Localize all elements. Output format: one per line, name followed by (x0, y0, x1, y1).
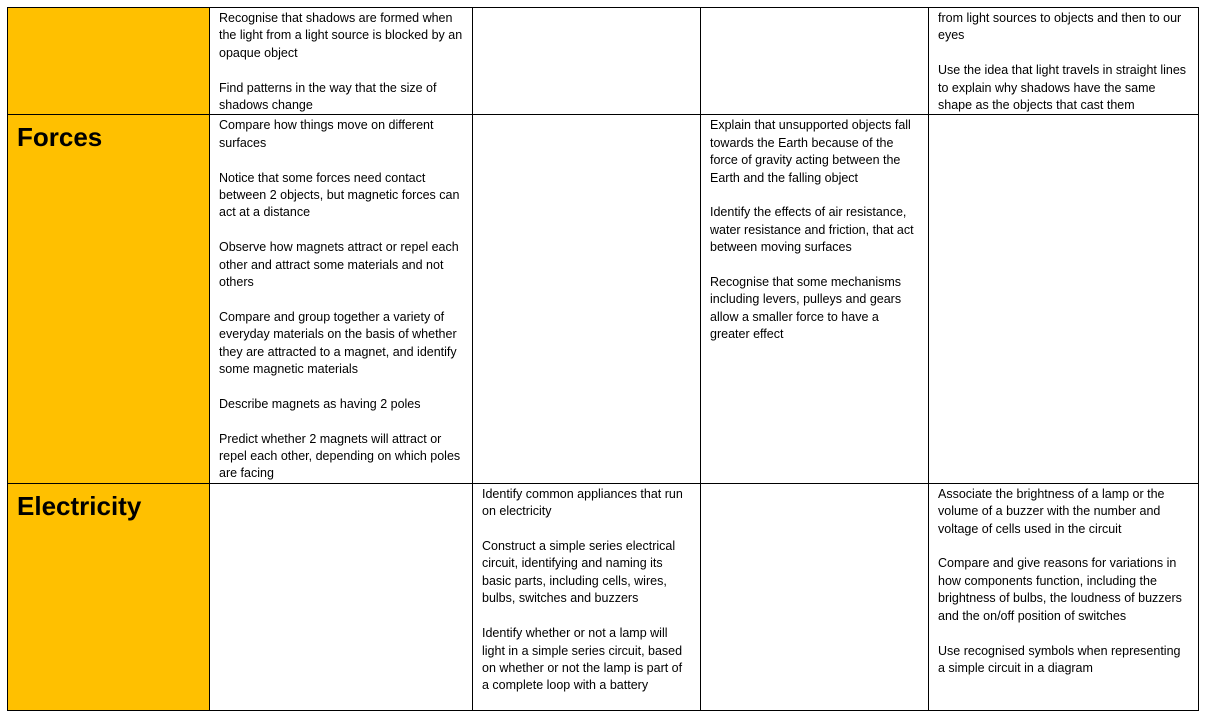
table-row-forces (8, 115, 1199, 483)
objective-cell (929, 115, 1199, 483)
objective-text: Compare and give reasons for variations in how components function, including the brightness of bulbs, the loudness of buzzers and the on/off position of switches (938, 556, 1182, 623)
table-body (8, 8, 1199, 711)
objective-cell (210, 483, 473, 710)
topic-title: Forces (17, 122, 103, 153)
objective-text: Use recognised symbols when representing a simple circuit in a diagram (938, 643, 1181, 675)
objective-cell (701, 115, 929, 483)
objective-cell (210, 8, 473, 115)
objective-text: Identify whether or not a lamp will light in a simple series circuit, based on whether or not the lamp is part of a complete loop with a battery (482, 626, 683, 693)
objective-text: Explain that unsupported objects fall towards the Earth because of the force of gravity acting between the Earth and the falling object (710, 118, 911, 185)
objective-text: Recognise that shadows are formed when the light from a light source is blocked by an opaque object (219, 11, 463, 60)
curriculum-table (7, 7, 1199, 711)
objective-text: Identify the effects of air resistance, water resistance and friction, that act between moving surfaces (710, 205, 914, 255)
objective-text: Recognise that some mechanisms including levers, pulleys and gears allow a smaller force to have a greater effect (710, 275, 902, 342)
objective-text: from light sources to objects and then to our eyes (938, 11, 1182, 43)
objective-cell (701, 8, 929, 115)
objective-cell (929, 483, 1199, 710)
objective-text: Identify common appliances that run on electricity (482, 486, 683, 519)
topic-title: Electricity (17, 490, 142, 521)
objective-text: Notice that some forces need contact between 2 objects, but magnetic forces can act at a distance (219, 170, 460, 220)
objective-text: Use the idea that light travels in straight lines to explain why shadows have the same shape as the objects that cast them (938, 63, 1187, 113)
objective-cell (473, 483, 701, 710)
objective-text: Construct a simple series electrical circuit, identifying and naming its basic parts, including cells, wires, bulbs, switches and buzzers (482, 539, 676, 606)
objective-cell (929, 8, 1199, 115)
table-row-electricity (8, 483, 1199, 710)
objective-text: Predict whether 2 magnets will attract or repel each other, depending on which poles are facing (219, 431, 461, 481)
objective-cell (473, 115, 701, 483)
objective-cell (473, 8, 701, 115)
topic-cell (8, 8, 210, 115)
topic-cell (8, 115, 210, 483)
objective-text: Associate the brightness of a lamp or the volume of a buzzer with the number and voltage of cells used in the circuit (938, 486, 1165, 536)
objective-text: Observe how magnets attract or repel each other and attract some materials and not others (219, 240, 459, 290)
objective-cell (210, 115, 473, 483)
objective-text: Compare how things move on different surfaces (219, 118, 434, 150)
topic-cell (8, 483, 210, 710)
objective-text: Find patterns in the way that the size of shadows change (219, 80, 437, 113)
objective-text: Describe magnets as having 2 poles (219, 396, 421, 411)
objective-text: Compare and group together a variety of everyday materials on the basis of whether they are attracted to a magnet, and identify some magnetic materials (219, 309, 457, 377)
table-row-continued (8, 8, 1199, 115)
objective-cell (701, 483, 929, 710)
